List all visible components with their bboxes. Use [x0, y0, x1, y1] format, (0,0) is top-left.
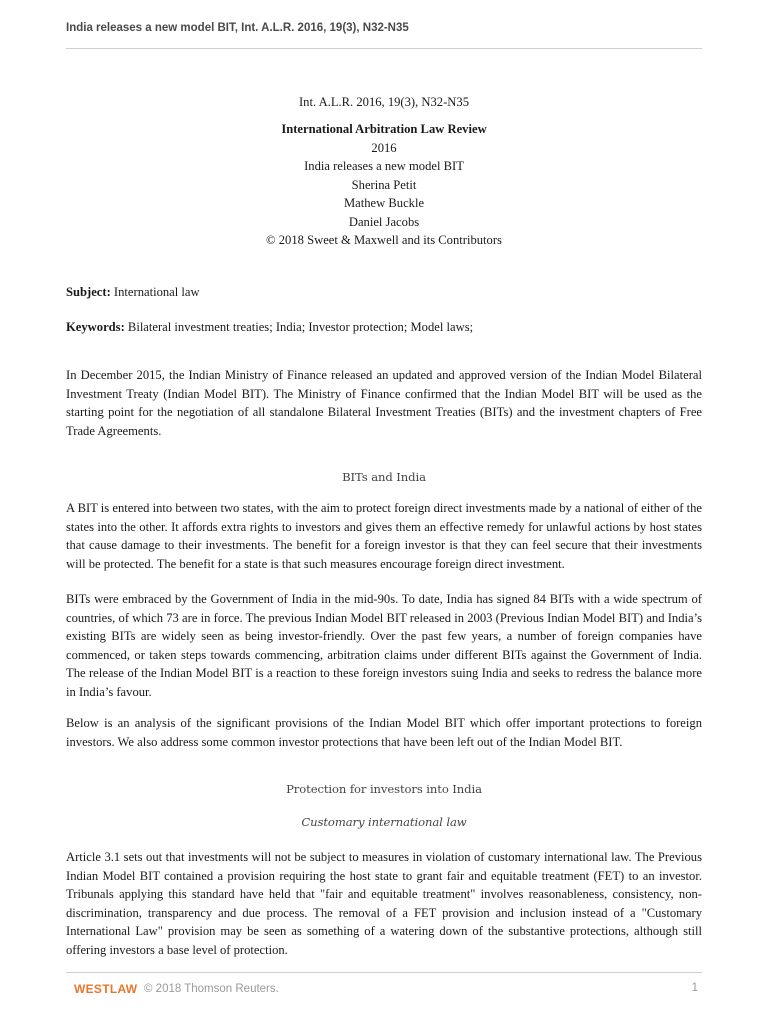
section-heading-protection: Protection for investors into India: [286, 782, 482, 796]
page-footer: [66, 972, 702, 1003]
copyright-notice: © 2018 Sweet & Maxwell and its Contributors: [266, 233, 502, 247]
westlaw-logo: [74, 982, 137, 996]
section-heading-bits: BITs and India: [342, 470, 426, 484]
subject-label: Subject:: [66, 285, 111, 299]
keywords-label: Keywords:: [66, 320, 125, 334]
logo-part-law: LAW: [109, 982, 138, 996]
footer-copyright: © 2018 Thomson Reuters.: [144, 983, 279, 995]
journal-name: International Arbitration Law Review: [281, 122, 487, 136]
article-title: India releases a new model BIT: [304, 159, 464, 173]
author: Daniel Jacobs: [348, 214, 420, 229]
paragraph-bits-2: BITs were embraced by the Government of India in the mid-90s. To date, India has signed 84 BITs with a wide spectrum of countries, of which 73 are in force. The previous Indian Model BIT released in 2003 (Previous Indian Model BIT) and India’s existing BITs are widely seen as being investor-friendly. Over the past few years, a number of foreign companies have commenced, or taken steps towards commencing, arbitration claims under different BITs against the Government of India. The release of the Indian Model BIT is a reaction to these foreign investors suing India and seeks to redress the balance more in India’s favour.: [66, 592, 702, 699]
keywords-line: [66, 318, 702, 337]
keywords-value: Bilateral investment treaties; India; Investor protection; Model laws;: [124, 320, 474, 334]
logo-part-west: WEST: [74, 982, 110, 996]
citation: Int. A.L.R. 2016, 19(3), N32-N35: [298, 95, 469, 109]
paragraph-bits-3: Below is an analysis of the significant provisions of the Indian Model BIT which offer important protections to foreign investors. We also address some common investor protections that have been left out of the Indian Model BIT.: [66, 716, 702, 749]
paragraph-bits-1: A BIT is entered into between two states, with the aim to protect foreign direct investments made by a national of either of the states into the other. It affords extra rights to investors and gives them an effective remedy for unlawful actions by host states that cause damage to their investments. The benefit for a foreign investor is that they can feel secure that their investments will be protected. The benefit for a state is that such measures encourage foreign direct investment.: [66, 501, 702, 571]
author: Mathew Buckle: [343, 196, 425, 210]
publication-year: 2016: [371, 140, 397, 155]
subject-line: [66, 283, 702, 302]
running-title: India releases a new model BIT, Int. A.L.R. 2016, 19(3), N32-N35: [66, 22, 409, 34]
subheading-customary-law: Customary international law: [301, 815, 467, 829]
page-header: [66, 0, 702, 49]
paragraph-customary-law: Article 3.1 sets out that investments will not be subject to measures in violation of customary international law. The Previous Indian Model BIT contained a provision requiring the host state to grant fair and equitable treatment (FET) to an investor. Tribunals applying this standard have held that "fair and equitable treatment" involves reasonableness, consistency, non-discrimination, transparency and due process. The removal of a FET provision and inclusion instead of a "Customary International Law" provision may be seen as something of a watering down of the substantive protections, although still offering investors a base level of protection.: [66, 850, 702, 957]
front-matter: [66, 120, 702, 250]
author: Sherina Petit: [351, 177, 417, 192]
subject-value: International law: [110, 285, 200, 299]
page-number: 1: [691, 982, 698, 994]
intro-paragraph: In December 2015, the Indian Ministry of Finance released an updated and approved version of the Indian Model Bilateral Investment Treaty (Indian Model BIT). The Ministry of Finance confirmed that the Indian Model BIT will be used as the starting point for the negotiation of all standalone Bilateral Investment Treaties (BITs) and the investment chapters of Free Trade Agreements.: [66, 368, 702, 438]
